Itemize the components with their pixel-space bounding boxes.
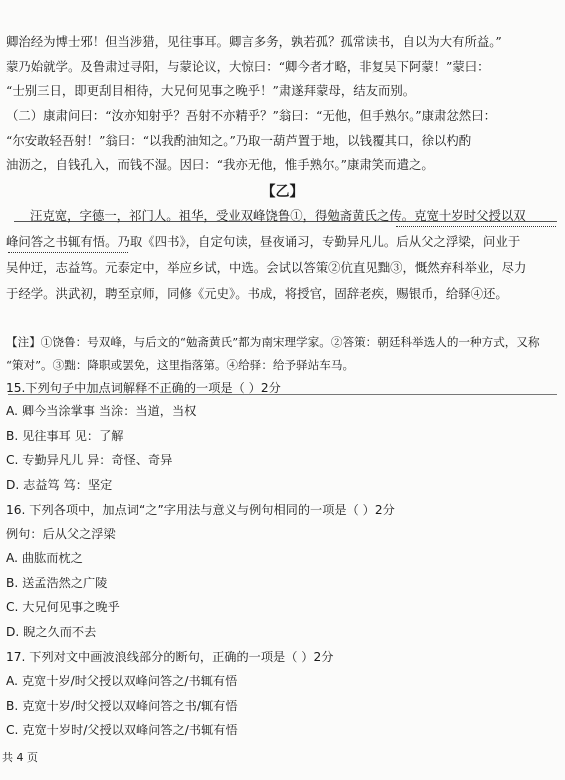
question-15-option-b: B. 见往事耳 见：了解 [6, 429, 124, 443]
passage-b-line: 峰问答之书辄有悟。乃取《四书》，自定句读，昼夜诵习，专勤异凡儿。后从父之浮梁，问业于 [6, 234, 521, 249]
question-16-option-a: A. 曲肱而枕之 [6, 551, 83, 565]
passage-a-line: 油沥之，自钱孔入，而钱不湿。因曰：“我亦无他，惟手熟尔。”康肃笑而遣之。 [6, 157, 434, 172]
passage-a-line: “士别三日，即更刮目相待，大兄何见事之晚乎！”肃遂拜蒙母，结友而别。 [6, 83, 416, 98]
passage-a-line: （二）康肃问曰：“汝亦知射乎？吾射不亦精乎？”翁曰：“无他，但手熟尔。”康肃忿然曰： [6, 108, 496, 123]
question-16-option-c: C. 大兄何见事之晚乎 [6, 600, 120, 614]
page-footer: 共 4 页 [2, 751, 38, 764]
question-17-option-a: A. 克宽十岁/时父授以双峰问答之/书辄有悟 [6, 674, 238, 688]
divider-line [8, 394, 557, 395]
question-15-option-c: C. 专勤异凡儿 异：奇怪、奇异 [6, 453, 173, 467]
wavy-underline [396, 223, 556, 227]
passage-b-line: 吴仲迂，志益笃。元泰定中，举应乡试，中选。会试以答策②伉直见黜③，慨然弃科举业，尽力 [6, 260, 527, 275]
question-17-stem: 17. 下列对文中画波浪线部分的断句，正确的一项是（ ）2分 [6, 650, 334, 664]
question-15-stem: 15.下列句子中加点词解释不正确的一项是（ ）2分 [6, 381, 281, 395]
passage-b-line: 于经学。洪武初，聘至京师，同修《元史》。书成，将授官，固辞老疾，赐银币，给驿④还。 [6, 286, 508, 301]
annotation-note: “策对”。③黜：降职或罢免，这里指落第。④给驿：给予驿站车马。 [6, 358, 355, 372]
question-15-option-d: D. 志益笃 笃：坚定 [6, 478, 113, 492]
section-b-title: 【乙】 [261, 184, 304, 200]
passage-a-line: 蒙乃始就学。及鲁肃过寻阳，与蒙论议，大惊曰：“卿今者才略，非复吴下阿蒙！”蒙曰： [6, 59, 490, 74]
question-15-option-a: A. 卿今当涂掌事 当涂：当道，当权 [6, 404, 197, 418]
annotation-note: 【注】①饶鲁：号双峰，与后文的“勉斋黄氏”都为南宋理学家。②答策：朝廷科举选人的一种方式，又称 [6, 335, 540, 349]
question-16-example: 例句：后从父之浮梁 [6, 527, 116, 541]
question-16-option-b: B. 送孟浩然之广陵 [6, 576, 108, 590]
passage-b-line: 汪克宽，字德一，祁门人。祖华，受业双峰饶鲁①，得勉斋黄氏之传。克宽十岁时父授以双 [30, 208, 526, 223]
question-16-stem: 16. 下列各项中，加点词“之”字用法与意义与例句相同的一项是（ ）2分 [6, 503, 395, 517]
wavy-underline [8, 249, 128, 253]
question-16-option-d: D. 睨之久而不去 [6, 625, 97, 639]
question-17-option-c: C. 克宽十岁时/父授以双峰问答之/书辄有悟 [6, 723, 238, 737]
passage-a-line: 卿治经为博士邪！但当涉猎，见往事耳。卿言多务，孰若孤？孤常读书，自以为大有所益。” [6, 34, 502, 49]
passage-a-line: “尔安敢轻吾射！”翁曰：“以我酌油知之。”乃取一葫芦置于地，以钱覆其口，徐以杓酌 [6, 133, 472, 148]
question-17-option-b: B. 克宽十岁/时父授以双峰问答之书/辄有悟 [6, 699, 238, 713]
